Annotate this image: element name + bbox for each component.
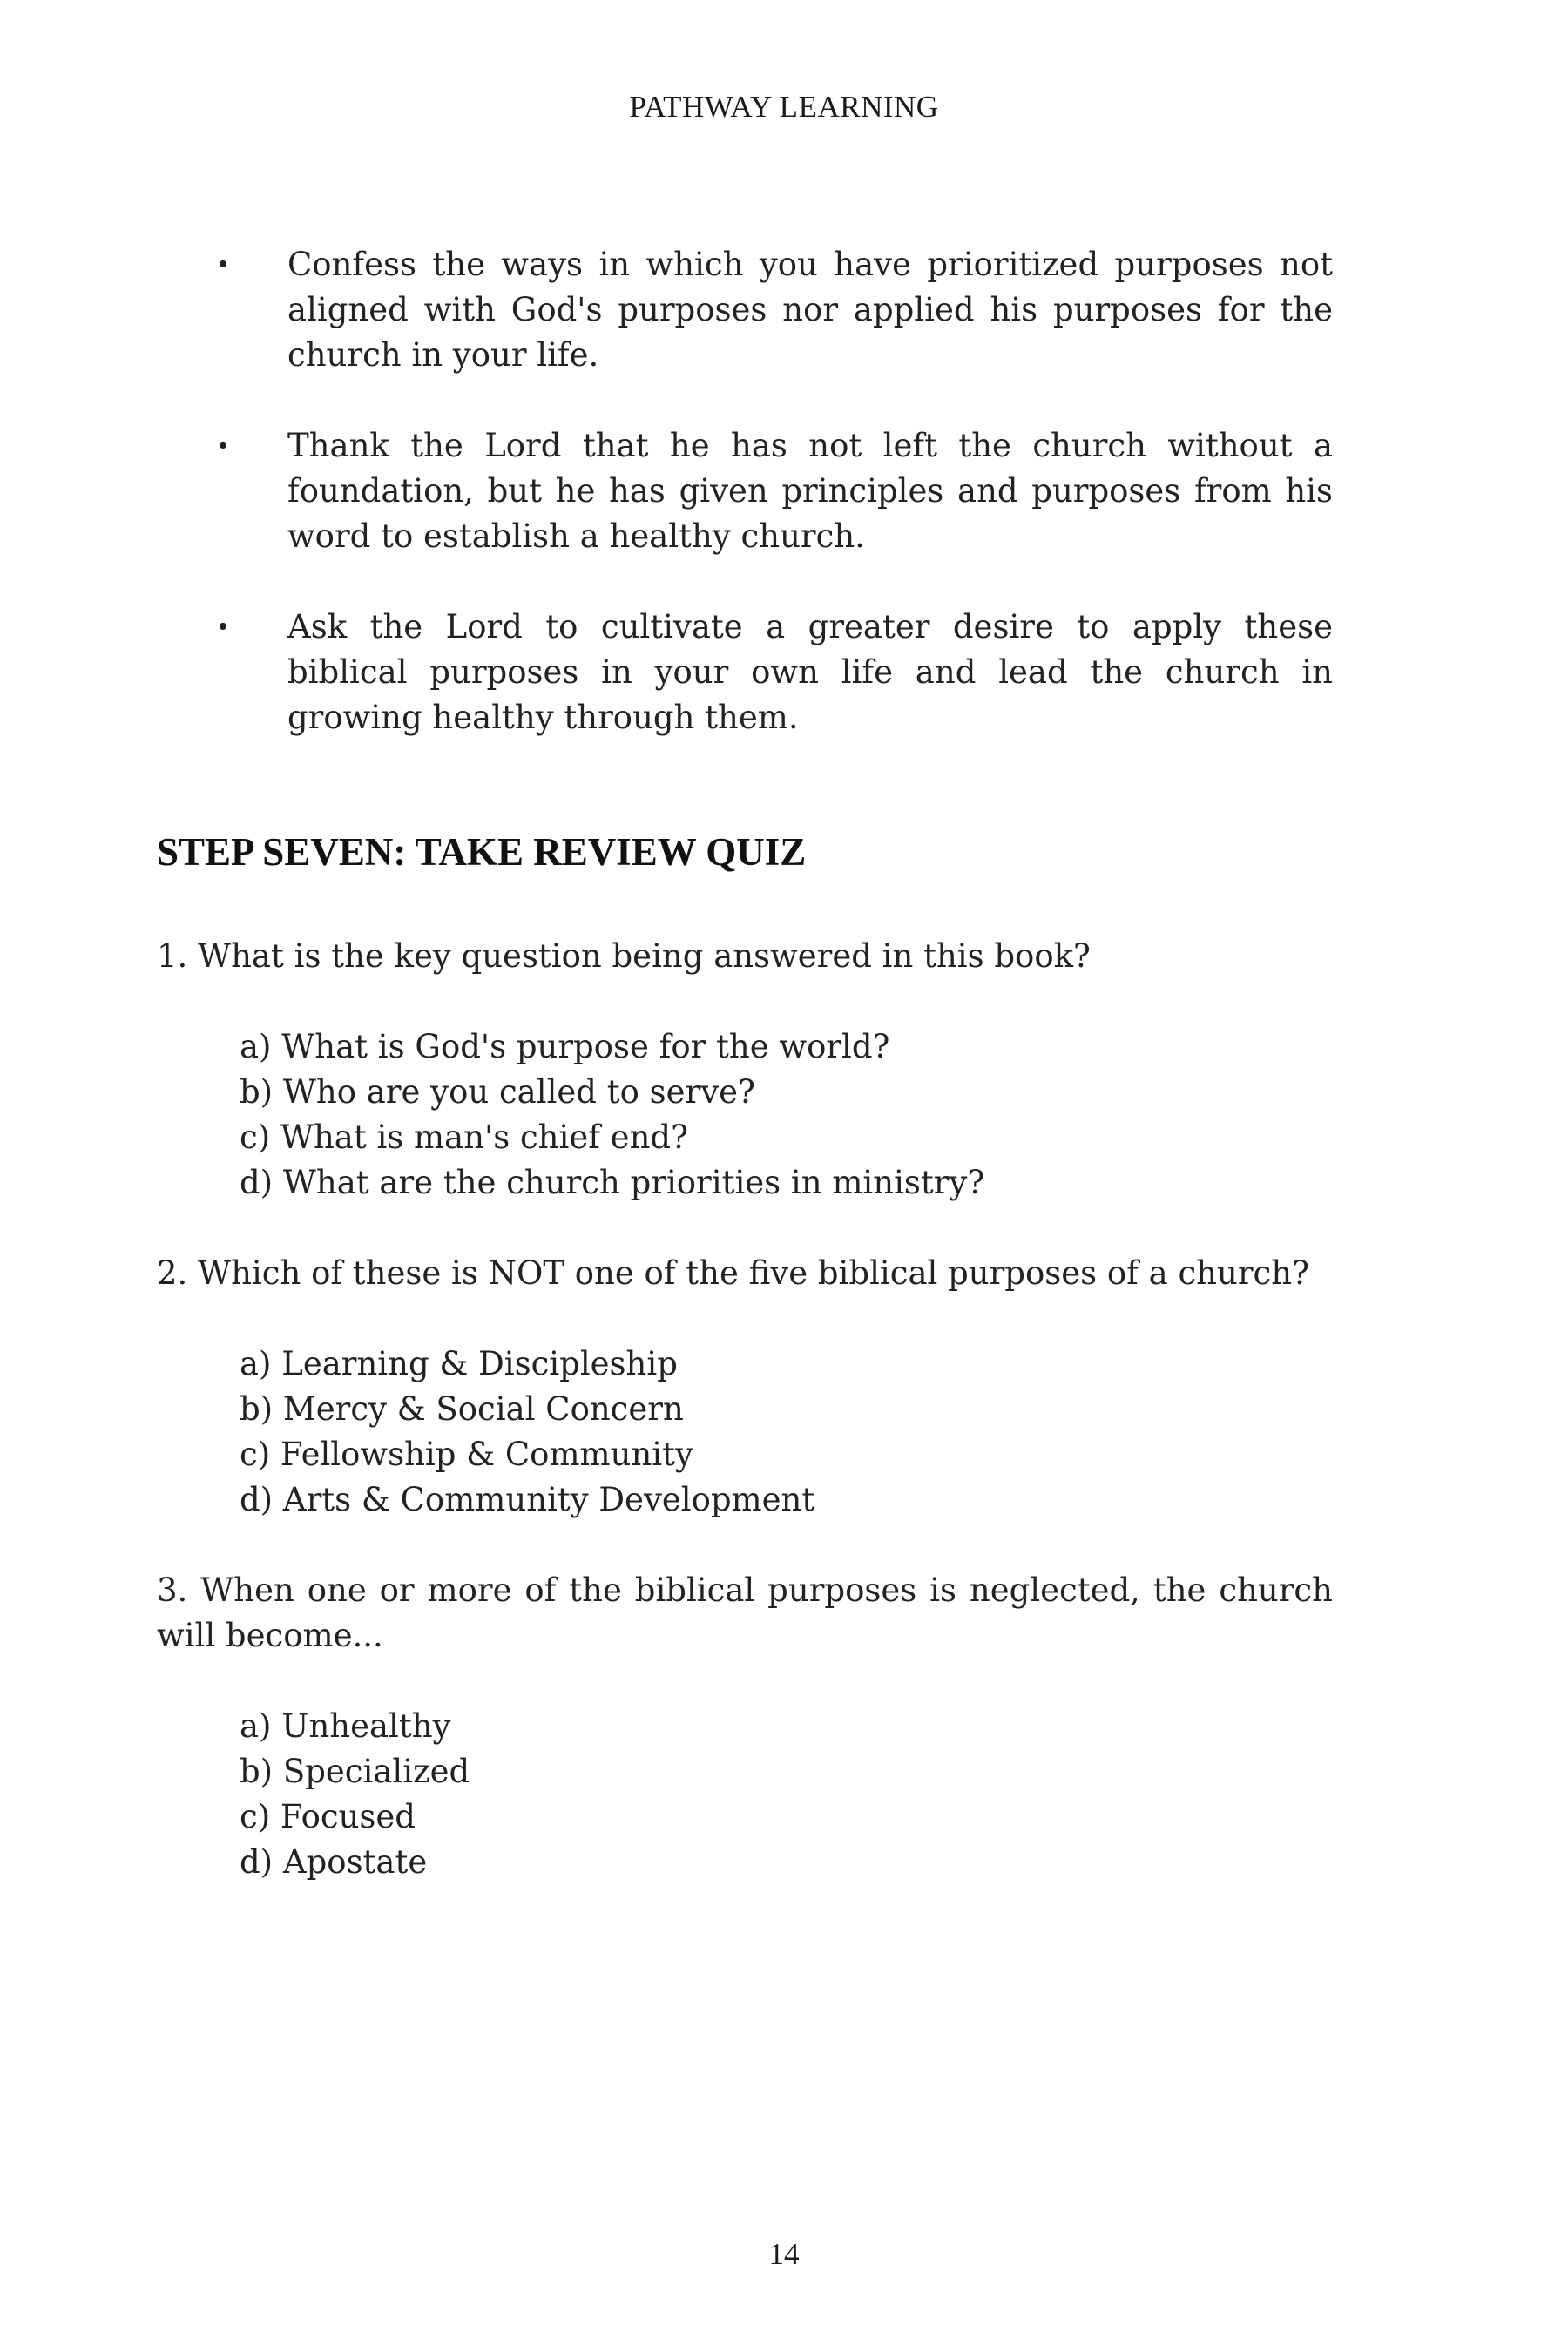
bullet-item <box>218 605 1333 740</box>
page-number: 14 <box>768 2237 800 2271</box>
answer-option: d) Arts & Community Development <box>240 1481 815 1518</box>
answer-option: c) What is man's chief end? <box>240 1119 688 1156</box>
bullet-item <box>218 242 1333 378</box>
quiz-question <box>157 1568 1333 1885</box>
answer-option: d) What are the church priorities in ministry? <box>240 1164 985 1201</box>
answer-option: a) Unhealthy <box>240 1707 451 1745</box>
bullet-icon: • <box>218 611 228 643</box>
running-header: PATHWAY LEARNING <box>629 90 939 124</box>
quiz-question <box>157 1251 1333 1523</box>
answer-option: c) Fellowship & Community <box>240 1436 693 1473</box>
bullet-icon: • <box>218 248 228 280</box>
answer-option: a) What is God's purpose for the world? <box>240 1028 890 1065</box>
bullet-icon: • <box>218 429 228 462</box>
question-text: 2. Which of these is NOT one of the five biblical purposes of a church? <box>157 1254 1309 1292</box>
answer-option: b) Who are you called to serve? <box>240 1073 755 1111</box>
answer-option: b) Mercy & Social Concern <box>240 1390 684 1428</box>
section-heading: STEP SEVEN: TAKE REVIEW QUIZ <box>157 830 807 874</box>
prayer-bullet-list <box>218 242 1333 786</box>
answer-options <box>157 1704 1333 1885</box>
question-text: 1. What is the key question being answered in this book? <box>157 937 1091 975</box>
bullet-text: Ask the Lord to cultivate a greater desire to apply these biblical purposes in your own life and lead the church in growing healthy through them. <box>287 608 1333 736</box>
answer-option: d) Apostate <box>240 1843 428 1881</box>
question-text: 3. When one or more of the biblical purposes is neglected, the church will become... <box>157 1571 1333 1654</box>
answer-options <box>157 1342 1333 1523</box>
answer-option: b) Specialized <box>240 1753 470 1790</box>
answer-option: c) Focused <box>240 1798 416 1835</box>
bullet-text: Thank the Lord that he has not left the church without a foundation, but he has given principles and purposes from his word to establish a healthy church. <box>287 427 1333 555</box>
review-quiz <box>157 934 1333 1930</box>
quiz-question <box>157 934 1333 1206</box>
answer-options <box>157 1024 1333 1206</box>
bullet-text: Confess the ways in which you have prioritized purposes not aligned with God's purposes nor applied his purposes for the church in your life. <box>287 246 1333 374</box>
bullet-item <box>218 423 1333 559</box>
answer-option: a) Learning & Discipleship <box>240 1345 678 1382</box>
